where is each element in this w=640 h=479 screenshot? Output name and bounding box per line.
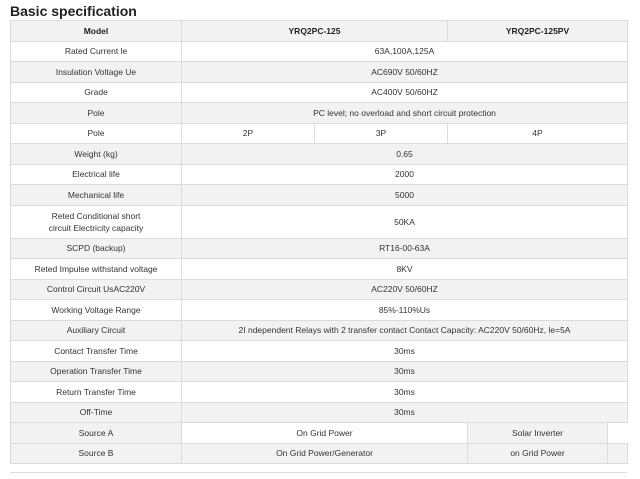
table-row — [11, 423, 628, 444]
empty-cell — [608, 443, 628, 464]
table-row — [11, 103, 628, 124]
header-yrq2pc-125: YRQ2PC-125 — [182, 21, 448, 42]
row-label: Source B — [11, 443, 182, 464]
row-value: PC level; no overload and short circuit protection — [182, 103, 628, 124]
row-label: Operation Transfer Time — [11, 361, 182, 382]
row-label: Mechanical life — [11, 185, 182, 206]
row-value: 50KA — [182, 205, 628, 238]
header-yrq2pc-125pv: YRQ2PC-125PV — [448, 21, 628, 42]
row-value: 5000 — [182, 185, 628, 206]
row-value: 2I ndependent Relays with 2 transfer contact Contact Capacity: AC220V 50/60Hz, le=5A — [182, 320, 628, 341]
table-row — [11, 279, 628, 300]
source-b-pv: on Grid Power — [468, 443, 608, 464]
table-row — [11, 62, 628, 83]
table-row — [11, 382, 628, 403]
source-a-pv: Solar Inverter — [468, 423, 608, 444]
table-row — [11, 185, 628, 206]
row-label: Weight (kg) — [11, 144, 182, 165]
table-row — [11, 144, 628, 165]
row-label: Source A — [11, 423, 182, 444]
source-b-grid: On Grid Power/Generator — [182, 443, 468, 464]
row-label-line-1: Reted Conditional short — [51, 210, 141, 221]
row-value: AC220V 50/60HZ — [182, 279, 628, 300]
row-value: 0.65 — [182, 144, 628, 165]
table-row — [11, 320, 628, 341]
row-label: Pole — [11, 123, 182, 144]
table-row — [11, 402, 628, 423]
page-title: Basic specification — [10, 3, 137, 19]
header-model: Model — [11, 21, 182, 42]
table-row — [11, 361, 628, 382]
table-header-row — [11, 21, 628, 42]
empty-cell — [608, 423, 628, 444]
row-label: Auxiliary Circuit — [11, 320, 182, 341]
row-value: 8KV — [182, 259, 628, 280]
bottom-divider — [10, 472, 627, 473]
row-label: Contact Transfer Time — [11, 341, 182, 362]
row-label: Control Circuit UsAC220V — [11, 279, 182, 300]
pole-3p: 3P — [315, 123, 448, 144]
row-label: Return Transfer Time — [11, 382, 182, 403]
table-row — [11, 443, 628, 464]
row-value: 63A,100A,125A — [182, 41, 628, 62]
table-row — [11, 341, 628, 362]
row-label: Working Voltage Range — [11, 300, 182, 321]
row-label: Electrical life — [11, 164, 182, 185]
table-row — [11, 123, 628, 144]
row-value: 30ms — [182, 341, 628, 362]
row-label: Off-Time — [11, 402, 182, 423]
pole-4p: 4P — [448, 123, 628, 144]
table-row — [11, 82, 628, 103]
row-value: AC400V 50/60HZ — [182, 82, 628, 103]
row-value: 30ms — [182, 382, 628, 403]
row-value: 85%-110%Us — [182, 300, 628, 321]
row-value: 30ms — [182, 402, 628, 423]
row-label: Insulation Voltage Ue — [11, 62, 182, 83]
row-value: AC690V 50/60HZ — [182, 62, 628, 83]
row-label: Grade — [11, 82, 182, 103]
table-row — [11, 238, 628, 259]
table-row — [11, 41, 628, 62]
table-row — [11, 300, 628, 321]
row-label: Pole — [11, 103, 182, 124]
row-label-multiline — [11, 205, 182, 238]
table-row — [11, 259, 628, 280]
row-label: Rated Current le — [11, 41, 182, 62]
row-value: 30ms — [182, 361, 628, 382]
pole-2p: 2P — [182, 123, 315, 144]
row-label: SCPD (backup) — [11, 238, 182, 259]
row-value: RT16-00-63A — [182, 238, 628, 259]
table-row — [11, 205, 628, 238]
row-value: 2000 — [182, 164, 628, 185]
table-row — [11, 164, 628, 185]
row-label: Reted Impulse withstand voltage — [11, 259, 182, 280]
specification-table — [10, 20, 628, 464]
row-label-line-2: circuit Electricity capacity — [48, 222, 144, 233]
source-a-grid: On Grid Power — [182, 423, 468, 444]
